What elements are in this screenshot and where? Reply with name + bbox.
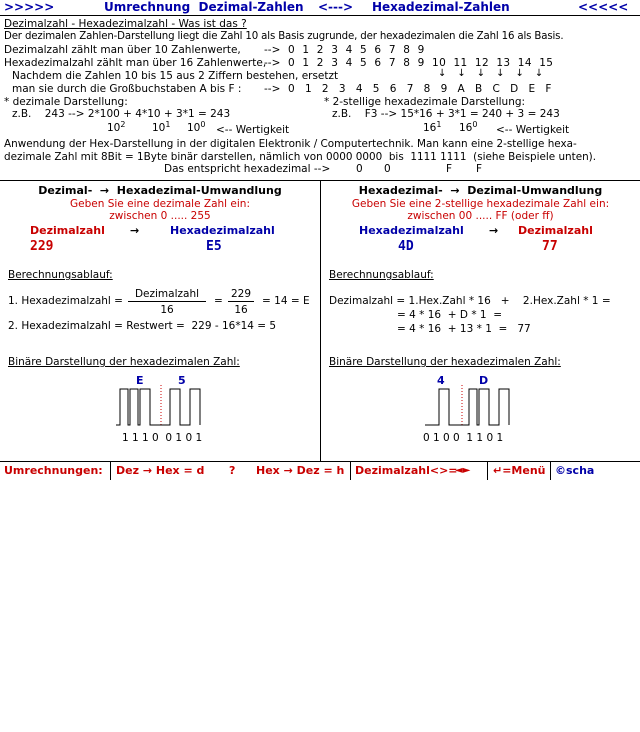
left-step2: 2. Hexadezimalzahl = Restwert = 229 - 16*14 = 5 (8, 320, 277, 332)
intro-line3-digits: 0 1 2 3 4 5 6 7 8 9 10 11 12 13 14 15 (288, 57, 554, 69)
left-step1-eq: = (214, 295, 223, 307)
left-step1-label: 1. Hexadezimalzahl = (8, 295, 123, 307)
intro-line5-arrow: --> (264, 83, 281, 95)
right-panel (321, 181, 640, 461)
left-binary-heading: Binäre Darstellung der hexadezimalen Zahl: (8, 356, 240, 368)
header-title-mid: <---> (318, 0, 354, 14)
intro-line3-arrow: --> (264, 57, 281, 69)
left-step1-result: = 14 = E (262, 295, 310, 307)
right-calc3: = 4 * 16 + 13 * 1 = 77 (397, 323, 531, 335)
bit-waveform (116, 389, 200, 425)
right-bit-signal (421, 381, 531, 429)
footer-switch-icons[interactable]: ◄► (455, 465, 471, 476)
footer-copyright: ©scha (555, 464, 595, 477)
intro-heading: Dezimalzahl - Hexadezimalzahl - Was ist das ? (4, 18, 247, 30)
intro-app2: dezimale Zahl mit 8Bit = 1Byte binär darstellen, nämlich von 0000 0000 bis 1111 1111 (siehe Beispiele unten). (4, 151, 597, 163)
intro-line5-digits: 0 1 2 3 4 5 6 7 8 9 A B C D E F (288, 83, 553, 95)
left-step1-num: Dezimalzahl (134, 288, 200, 300)
footer-hex-dez-button[interactable]: Hex → Dez = h (256, 464, 345, 477)
footer-menu-button[interactable]: ↵=Menü (493, 464, 546, 477)
right-hex-digit2: D (479, 374, 489, 387)
header-title-right: Hexadezimal-Zahlen (372, 0, 510, 14)
header-title-left: Umrechnung Dezimal-Zahlen (104, 0, 304, 14)
left-prompt2: zwischen 0 ..... 255 (109, 210, 211, 222)
intro-hex-weight-label: <-- Wertigkeit (496, 124, 570, 136)
left-bit-signal (112, 381, 222, 429)
intro-dec-weights: $10^2$ $10^1$ $10^0$ (107, 120, 206, 134)
left-from-label: Dezimalzahl (30, 224, 105, 237)
bit-waveform (425, 389, 509, 425)
intro-dec-weight-label: <-- Wertigkeit (216, 124, 290, 136)
left-step1-den2: 16 (234, 304, 248, 316)
left-step1-den: 16 (160, 304, 174, 316)
left-panel (0, 181, 320, 461)
footer-dez-hex-button[interactable]: Dez → Hex = d (116, 464, 205, 477)
left-step1-num2: 229 (230, 288, 252, 300)
left-calc-heading: Berechnungsablauf: (8, 269, 113, 281)
intro-dec-repr: * dezimale Darstellung: (4, 96, 128, 108)
footer-question[interactable]: ? (229, 464, 236, 477)
intro-hex-repr: * 2-stellige hexadezimale Darstellung: (324, 96, 526, 108)
footer-bar (0, 462, 640, 480)
right-bits: 0 1 0 0 1 1 0 1 (423, 432, 504, 444)
left-prompt1: Geben Sie eine dezimale Zahl ein: (70, 198, 250, 210)
right-to-label: Dezimalzahl (518, 224, 593, 237)
left-hex-digit2: 5 (178, 374, 186, 387)
footer-switch-button[interactable]: Dezimalzahl<>= (355, 464, 458, 477)
left-bits: 1 1 1 0 0 1 0 1 (122, 432, 203, 444)
right-prompt2: zwischen 00 ..... FF (oder ff) (407, 210, 554, 222)
intro-app3-f1: F (446, 163, 453, 175)
intro-line2-digits: 0 1 2 3 4 5 6 7 8 9 (288, 44, 425, 56)
intro-line2-arrow: --> (264, 44, 281, 56)
left-hex-digit1: E (136, 374, 144, 387)
header-bar (0, 0, 640, 15)
intro-mapping-arrows: ↓↓↓↓↓↓ (438, 68, 555, 79)
right-binary-heading: Binäre Darstellung der hexadezimalen Zahl: (329, 356, 561, 368)
right-arrow: → (489, 224, 499, 237)
intro-line5-label: man sie durch die Großbuchstaben A bis F : (12, 83, 242, 95)
right-prompt1: Geben Sie eine 2-stellige hexadezimale Zahl ein: (351, 198, 610, 210)
intro-app3-label: Das entspricht hexadezimal --> (164, 163, 331, 175)
right-hex-digit1: 4 (437, 374, 445, 387)
left-to-value: E5 (206, 239, 222, 254)
intro-hex-weights: $16^1$ $16^0$ (423, 120, 478, 134)
header-right-arrows: <<<<< (578, 0, 629, 14)
intro-line4: Nachdem die Zahlen 10 bis 15 aus 2 Ziffern bestehen, ersetzt (12, 70, 339, 82)
intro-line1: Der dezimalen Zahlen-Darstellung liegt die Zahl 10 als Basis zugrunde, der hexadezimalen die Zahl 16 als Basis. (4, 31, 564, 42)
intro-hex-example: z.B. F3 --> 15*16 + 3*1 = 240 + 3 = 243 (332, 108, 560, 120)
intro-app1: Anwendung der Hex-Darstellung in der digitalen Elektronik / Computertechnik. Man kann eine 2-stellige hexa- (4, 138, 577, 150)
right-from-value[interactable]: 4D (398, 239, 414, 254)
footer-label: Umrechnungen: (4, 464, 103, 477)
left-arrow: → (130, 224, 140, 237)
right-calc-heading: Berechnungsablauf: (329, 269, 434, 281)
intro-dec-example: z.B. 243 --> 2*100 + 4*10 + 3*1 = 243 (12, 108, 231, 120)
right-to-value: 77 (542, 239, 558, 254)
right-calc2: = 4 * 16 + D * 1 = (397, 309, 503, 321)
intro-app3-f2: F (476, 163, 483, 175)
left-title: Dezimal- → Hexadezimal-Umwandlung (38, 184, 282, 197)
left-to-label: Hexadezimalzahl (170, 224, 275, 237)
intro-line3-label: Hexadezimalzahl zählt man über 16 Zahlenwerte, (4, 57, 267, 69)
intro-app3-zero1: 0 (356, 163, 363, 175)
intro-section (0, 16, 640, 181)
intro-app3-zero2: 0 (384, 163, 391, 175)
left-from-value[interactable]: 229 (30, 239, 54, 254)
header-left-arrows: >>>>> (4, 0, 55, 14)
intro-line2-label: Dezimalzahl zählt man über 10 Zahlenwerte, (4, 44, 241, 56)
right-calc1: Dezimalzahl = 1.Hex.Zahl * 16 + 2.Hex.Zahl * 1 = (329, 295, 611, 307)
right-from-label: Hexadezimalzahl (359, 224, 464, 237)
right-title: Hexadezimal- → Dezimal-Umwandlung (358, 184, 603, 197)
